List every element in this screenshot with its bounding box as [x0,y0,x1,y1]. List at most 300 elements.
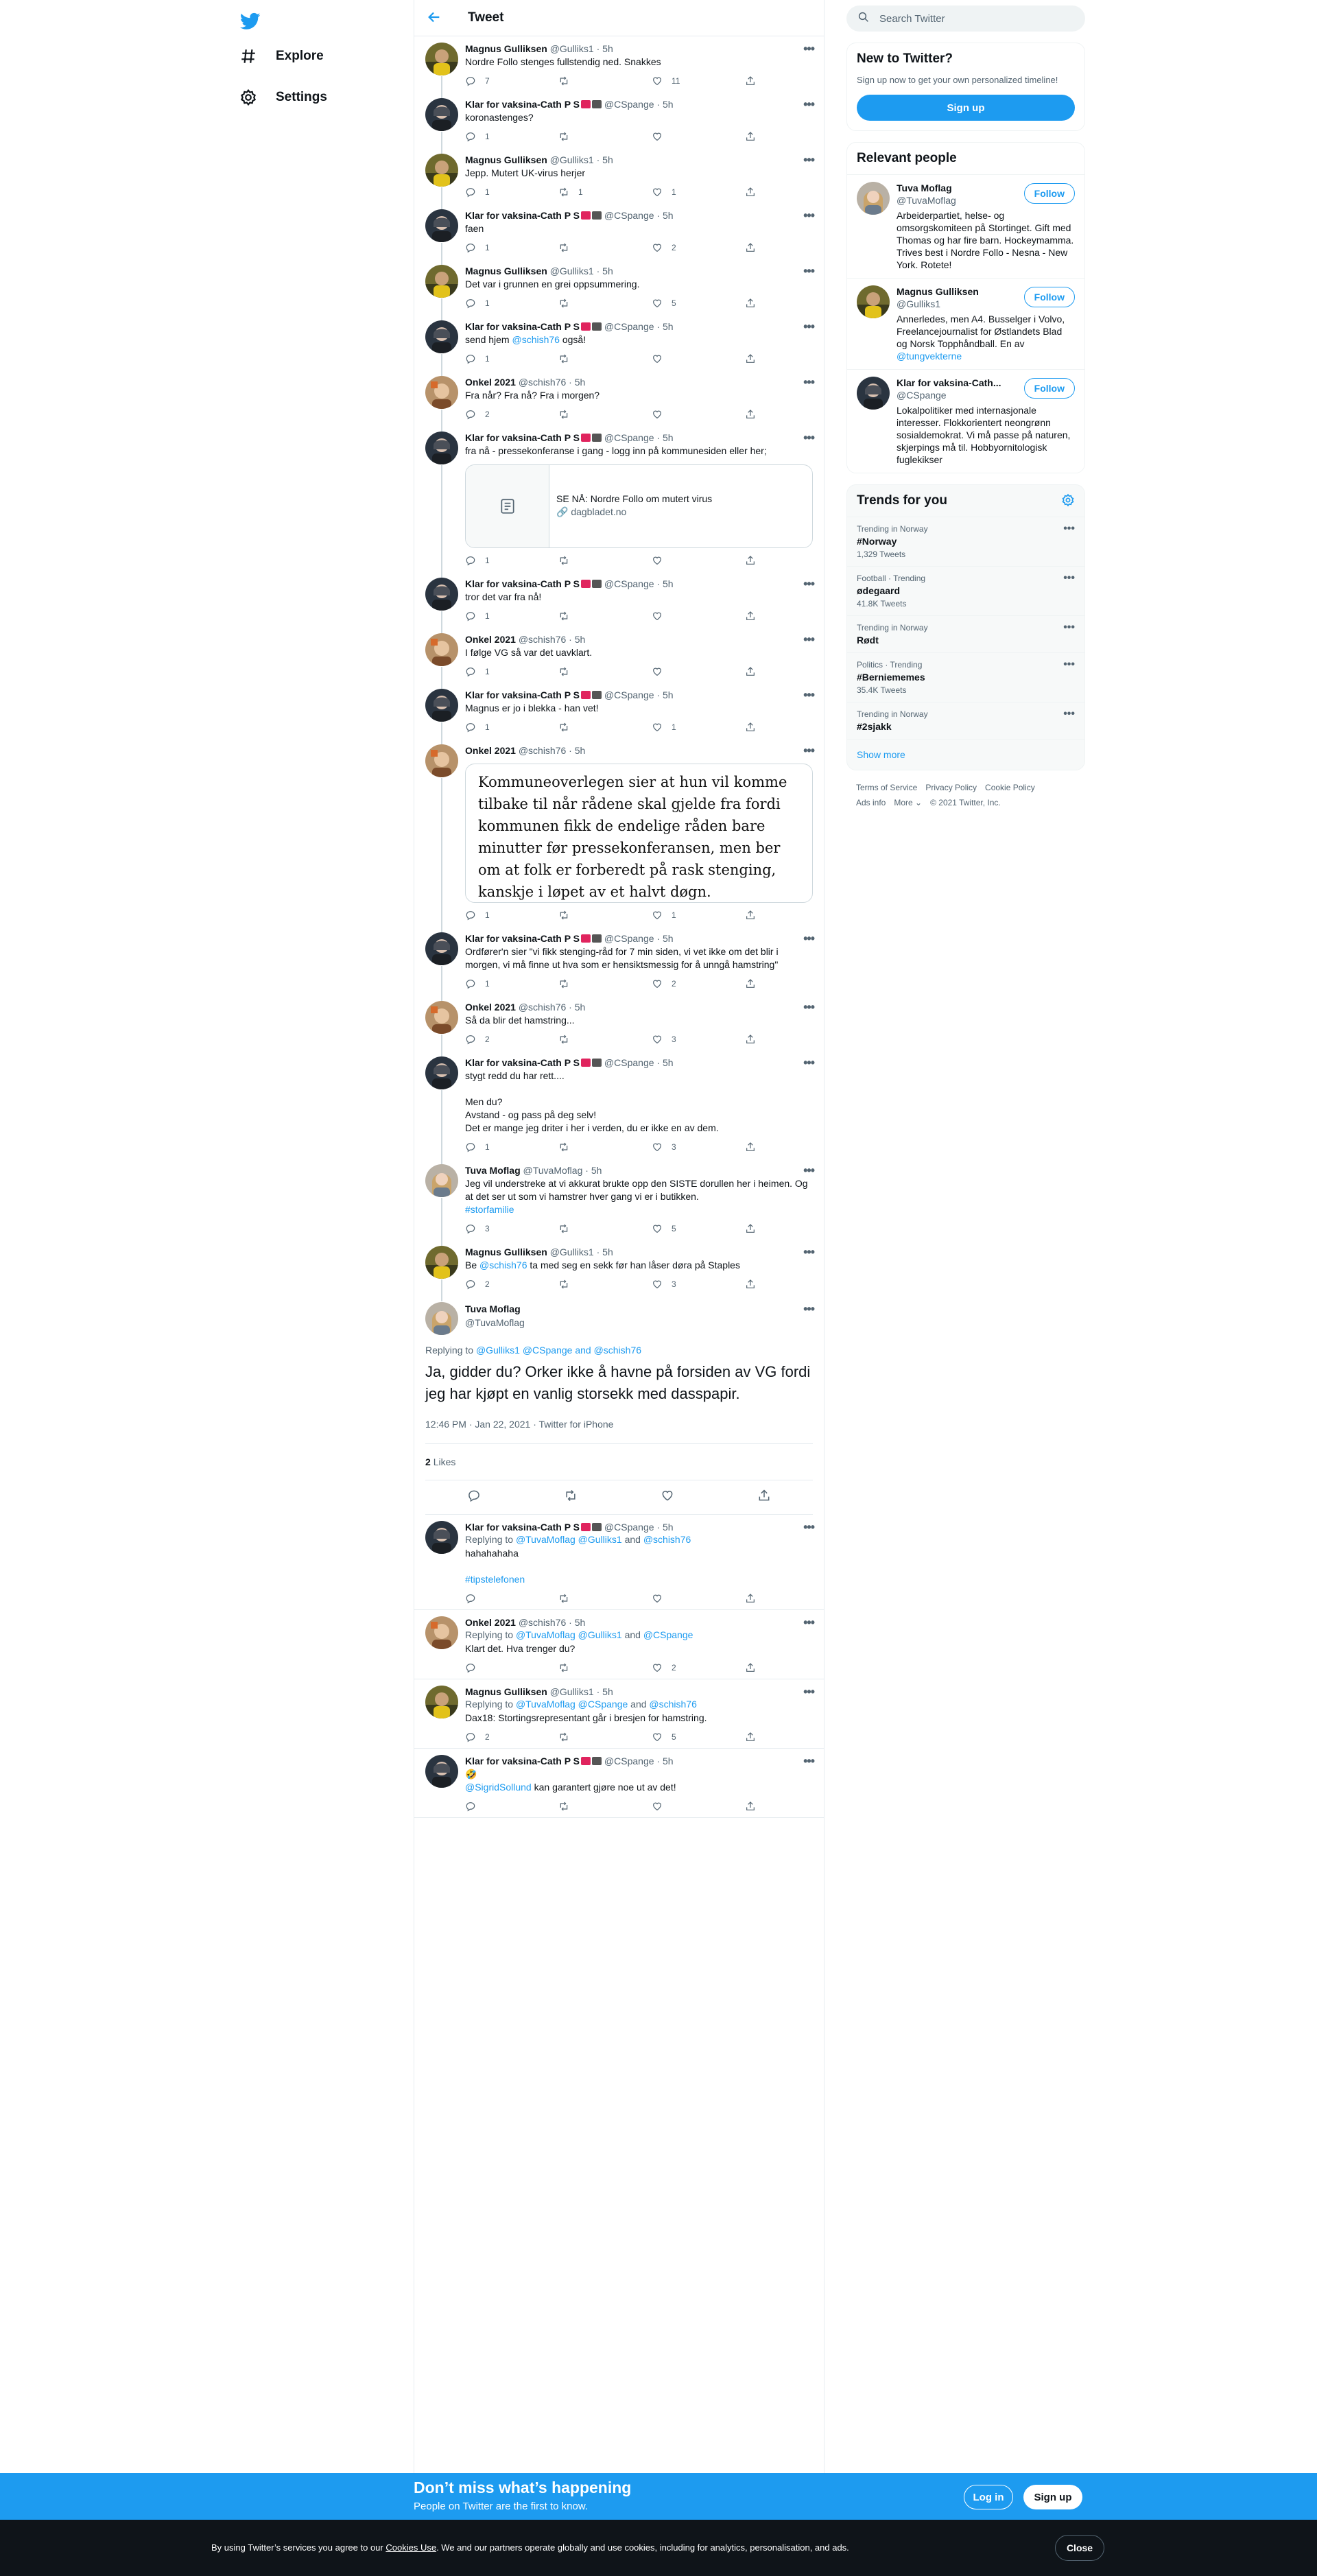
tweet[interactable] [414,259,824,314]
reply-mention-link[interactable]: @schish76 [643,1534,691,1545]
retweet-button[interactable] [558,187,613,198]
more-icon[interactable]: ••• [803,431,814,445]
like-button[interactable] [652,1593,707,1604]
author-handle[interactable]: @Gulliks1 [549,1686,594,1697]
tweet-text [465,1547,813,1586]
tweet[interactable] [414,1515,824,1610]
more-icon[interactable]: ••• [803,42,814,56]
footer-link[interactable]: Cookie Policy [985,783,1035,792]
reply-button[interactable] [465,298,520,309]
tweet[interactable] [414,1050,824,1158]
tweet[interactable] [414,738,824,926]
reply-button[interactable] [465,611,520,622]
syringe-emoji-icon [592,1523,602,1531]
reply-button[interactable] [465,1801,520,1812]
retweet-button[interactable] [558,1662,613,1673]
avatar[interactable] [425,932,458,965]
more-icon[interactable]: ••• [803,744,814,757]
search-box[interactable] [846,5,1085,32]
author-name[interactable]: Tuva Moflag [465,1165,521,1176]
author-name[interactable]: Magnus Gulliksen [465,43,547,54]
relevant-person[interactable] [847,278,1084,369]
tweet-body [465,154,813,203]
more-icon[interactable]: ••• [1063,622,1075,633]
signup-button[interactable]: Sign up [1023,2485,1082,2509]
more-icon[interactable]: ••• [803,375,814,389]
reply-mention-link[interactable]: @Gulliks1 [475,1345,520,1356]
like-button[interactable] [652,555,707,566]
like-button[interactable] [652,242,707,253]
author-handle[interactable]: @TuvaMoflag [465,1317,525,1328]
more-icon[interactable]: ••• [803,1000,814,1014]
tweet-time[interactable]: 5h [602,43,613,54]
author-name[interactable]: Klar for vaksina-Cath P S [465,321,580,332]
share-button[interactable] [745,242,756,253]
avatar[interactable] [425,578,458,611]
share-button[interactable] [745,666,756,677]
reply-button[interactable] [465,75,520,86]
share-button[interactable] [745,409,756,420]
mention-link[interactable]: @SigridSollund [465,1782,532,1793]
tweet-time[interactable]: 5h [574,745,586,756]
reply-button[interactable] [465,1732,520,1742]
more-icon[interactable]: ••• [803,633,814,646]
tweet-text-content: Så da blir det hamstring... [465,1015,575,1026]
avatar[interactable] [857,285,890,318]
more-icon[interactable]: ••• [803,264,814,278]
share-button[interactable] [745,1223,756,1234]
like-button[interactable] [652,1801,707,1812]
retweet-button[interactable] [558,555,613,566]
retweet-button[interactable] [558,1801,613,1812]
footer-link[interactable]: Privacy Policy [925,783,977,792]
reply-button[interactable] [465,131,520,142]
avatar[interactable] [425,1686,458,1718]
relevant-person[interactable] [847,369,1084,473]
share-button[interactable] [745,1801,756,1812]
retweet-button[interactable] [558,1732,613,1742]
author-handle[interactable]: @Gulliks1 [549,1246,594,1257]
trend-item[interactable] [847,566,1084,615]
author-handle[interactable]: @CSpange [604,210,654,221]
tweet-time[interactable]: 5h [662,689,674,700]
hashtag-link[interactable]: #tipstelefonen [465,1574,525,1585]
avatar[interactable] [425,744,458,777]
tweet-text [465,1014,813,1027]
retweet-button[interactable] [558,1593,613,1604]
share-button[interactable] [745,187,756,198]
retweet-button[interactable] [558,1142,613,1153]
author-handle[interactable]: @CSpange [604,1756,654,1766]
avatar[interactable] [425,43,458,75]
share-button[interactable] [745,131,756,142]
author-handle[interactable]: @CSpange [604,933,654,944]
author-name[interactable]: Klar for vaksina-Cath P S [465,689,580,700]
tweet[interactable] [414,571,824,627]
tweet-body [465,578,813,627]
share-button[interactable] [745,1279,756,1290]
author-name[interactable]: Klar for vaksina-Cath P S [465,933,580,944]
follow-button[interactable]: Follow [1024,183,1075,204]
tweet[interactable] [414,1240,824,1295]
retweet-button[interactable] [558,1034,613,1045]
avatar[interactable] [425,1056,458,1089]
reply-button[interactable] [465,353,520,364]
avatar[interactable] [425,209,458,242]
reply-mention-link[interactable]: @CSpange [522,1345,573,1356]
author-name[interactable]: Tuva Moflag [465,1303,521,1314]
avatar[interactable] [857,377,890,410]
share-button[interactable] [745,353,756,364]
follow-button[interactable]: Follow [1024,378,1075,399]
tweet-time[interactable]: 5h [662,578,674,589]
avatar[interactable] [425,432,458,464]
reply-mention-link[interactable]: @CSpange [578,1699,628,1710]
tweet[interactable] [414,627,824,683]
reply-button[interactable] [465,1142,520,1153]
author-name[interactable]: Onkel 2021 [465,1617,516,1628]
tweet-time[interactable]: 5h [602,1686,613,1697]
reply-mention-link[interactable]: @CSpange [643,1629,693,1640]
mention-link[interactable]: @schish76 [479,1260,527,1271]
more-icon[interactable]: ••• [803,153,814,167]
tweet-time[interactable]: 5h [574,1002,586,1013]
retweet-button[interactable] [558,910,613,921]
avatar[interactable] [425,98,458,131]
avatar[interactable] [425,265,458,298]
more-icon[interactable]: ••• [1063,708,1075,720]
author-handle[interactable]: @Gulliks1 [549,265,594,276]
person-handle[interactable]: @Gulliks1 [897,298,941,309]
tweet-time[interactable]: 5h [574,1617,586,1628]
more-icon[interactable]: ••• [803,1685,814,1699]
tweet[interactable] [414,314,824,370]
avatar[interactable] [425,1246,458,1279]
more-icon[interactable]: ••• [803,1616,814,1629]
like-button[interactable] [652,1223,707,1234]
like-button[interactable] [652,1279,707,1290]
link-card[interactable] [465,464,813,548]
author-name[interactable]: Magnus Gulliksen [465,154,547,165]
author-handle[interactable]: @schish76 [518,745,567,756]
tweet[interactable] [414,683,824,738]
retweet-button[interactable] [564,1489,578,1506]
author-handle[interactable]: @CSpange [604,578,654,589]
author-name[interactable]: Klar for vaksina-Cath P S [465,1522,580,1533]
reply-mention-link[interactable]: @Gulliks1 [578,1629,622,1640]
follow-button[interactable]: Follow [1024,287,1075,307]
author-handle[interactable]: @Gulliks1 [549,43,594,54]
reply-button[interactable] [465,1223,520,1234]
tweet-time[interactable]: 5h [662,933,674,944]
tweet-text-content: Jepp. Mutert UK-virus herjer [465,167,586,178]
author-handle[interactable]: @schish76 [518,1617,567,1628]
tweet-text-content: Det var i grunnen en grei oppsummering. [465,279,640,289]
tweet[interactable] [414,147,824,203]
tweet-meta: Klar for vaksina-Cath P S @CSpange · 5h [465,1756,674,1766]
more-icon[interactable]: ••• [1063,523,1075,534]
more-icon[interactable]: ••• [803,209,814,222]
like-button[interactable] [652,1142,707,1153]
show-more-link[interactable]: Show more [847,739,1084,770]
retweet-button[interactable] [558,611,613,622]
author-handle[interactable]: @CSpange [604,1057,654,1068]
share-button[interactable] [745,75,756,86]
author-name[interactable]: Klar for vaksina-Cath P S [465,578,580,589]
more-icon[interactable]: ••• [803,1056,814,1070]
cookies-use-link[interactable]: Cookies Use [385,2542,437,2553]
share-button[interactable] [745,978,756,989]
author-handle[interactable]: @Gulliks1 [549,154,594,165]
like-button[interactable] [652,666,707,677]
avatar[interactable] [425,1001,458,1034]
settings-icon[interactable] [1061,493,1075,511]
reply-mention-link[interactable]: @Gulliks1 [578,1534,622,1545]
like-button[interactable] [652,187,707,198]
trend-item[interactable] [847,652,1084,702]
like-button[interactable] [661,1489,674,1506]
reply-mention-link[interactable]: @TuvaMoflag [515,1629,576,1640]
reply-button[interactable] [465,242,520,253]
avatar[interactable] [425,689,458,722]
retweet-button[interactable] [558,722,613,733]
footer-link[interactable]: © 2021 Twitter, Inc. [930,798,1001,807]
like-button[interactable] [652,611,707,622]
more-icon[interactable]: ••• [803,320,814,333]
avatar[interactable] [425,1302,458,1335]
more-icon[interactable]: ••• [1063,659,1075,670]
more-icon[interactable]: ••• [803,1520,814,1534]
tweet-time[interactable]: 5h [602,154,613,165]
author-handle[interactable]: @schish76 [518,377,567,388]
reply-button[interactable] [465,722,520,733]
author-handle[interactable]: @CSpange [604,689,654,700]
tweet-time[interactable]: 5h [602,265,613,276]
avatar[interactable] [425,633,458,666]
share-button[interactable] [745,1034,756,1045]
author-name[interactable]: Klar for vaksina-Cath P S [465,432,580,443]
footer-link[interactable]: Terms of Service [856,783,918,792]
tweet[interactable] [414,926,824,995]
author-name[interactable]: Klar for vaksina-Cath P S [465,99,580,110]
sidebar-signup-button[interactable]: Sign up [857,95,1075,121]
share-button[interactable] [745,910,756,921]
login-button[interactable]: Log in [964,2485,1013,2509]
tweet[interactable] [414,1158,824,1240]
avatar[interactable] [425,1164,458,1197]
author-handle[interactable]: @CSpange [604,1522,654,1533]
retweet-button[interactable] [558,666,613,677]
more-icon[interactable]: ••• [803,688,814,702]
tweet-time[interactable]: 5h [662,1756,674,1766]
tweet[interactable] [414,36,824,92]
author-handle[interactable]: @CSpange [604,321,654,332]
like-button[interactable] [652,1662,707,1673]
reply-button[interactable] [465,409,520,420]
nav-explore[interactable] [239,47,324,66]
reply-button[interactable] [467,1489,481,1506]
reply-button[interactable] [465,187,520,198]
tweet-text-content: tror det var fra nå! [465,591,542,602]
retweet-button[interactable] [558,1223,613,1234]
like-button[interactable] [652,131,707,142]
author-handle[interactable]: @CSpange [604,432,654,443]
tweet-time[interactable]: 5h [574,377,586,388]
avatar[interactable] [425,1755,458,1788]
footer-link[interactable]: Ads info [856,798,886,807]
reply-button[interactable] [465,1662,520,1673]
reply-count: 1 [485,979,490,989]
author-name[interactable]: Onkel 2021 [465,745,516,756]
avatar[interactable] [857,182,890,215]
tweet-time[interactable]: 5h [662,321,674,332]
tweet-time[interactable]: 5h [574,634,586,645]
person-name[interactable]: Magnus Gulliksen [897,286,979,297]
heart-emoji-icon [581,1757,591,1765]
retweet-button[interactable] [558,131,613,142]
like-button[interactable] [652,75,707,86]
more-icon[interactable]: ••• [803,1245,814,1259]
author-name[interactable]: Onkel 2021 [465,1002,516,1013]
avatar[interactable] [425,320,458,353]
reply-button[interactable] [465,666,520,677]
share-button[interactable] [745,722,756,733]
author-handle[interactable]: @schish76 [518,634,567,645]
trend-context: Trending in Norway [857,524,928,534]
author-name[interactable]: Klar for vaksina-Cath P S [465,210,580,221]
tweet[interactable] [414,92,824,147]
more-icon[interactable]: ••• [1063,572,1075,584]
author-handle[interactable]: @TuvaMoflag [523,1165,583,1176]
more-icon[interactable]: ••• [803,97,814,111]
footer-link[interactable]: More ⌄ [894,798,923,807]
author-name[interactable]: Magnus Gulliksen [465,1246,547,1257]
reply-button[interactable] [465,1279,520,1290]
more-icon[interactable]: ••• [803,577,814,591]
reply-count: 1 [485,354,490,364]
tweet[interactable] [414,1679,824,1749]
author-handle[interactable]: @CSpange [604,99,654,110]
author-name[interactable]: Klar for vaksina-Cath P S [465,1756,580,1766]
tweet-time[interactable]: 5h [662,99,674,110]
author-name[interactable]: Klar for vaksina-Cath P S [465,1057,580,1068]
likes-count[interactable] [425,1444,813,1480]
retweet-button[interactable] [558,1279,613,1290]
reply-count: 1 [485,722,490,732]
retweet-button[interactable] [558,978,613,989]
tweet-time[interactable]: 5h [602,1246,613,1257]
share-button[interactable] [745,1142,756,1153]
cookie-close-button[interactable]: Close [1055,2535,1104,2561]
tweet-time[interactable]: 5h [662,1057,674,1068]
tweet[interactable] [414,370,824,425]
retweet-button[interactable] [558,298,613,309]
reply-mention-link[interactable]: @TuvaMoflag [515,1534,576,1545]
share-button[interactable] [745,1732,756,1742]
nav-settings[interactable] [239,88,327,107]
reply-button[interactable] [465,978,520,989]
avatar[interactable] [425,1521,458,1554]
trend-item[interactable] [847,517,1084,566]
mention-link[interactable]: @schish76 [512,334,560,345]
tweet-time[interactable]: 5h [591,1165,602,1176]
person-handle[interactable]: @CSpange [897,390,947,401]
trend-item[interactable] [847,615,1084,652]
tweet[interactable] [414,995,824,1050]
like-button[interactable] [652,910,707,921]
reply-mention-link[interactable]: @schish76 [649,1699,697,1710]
tweet[interactable] [414,425,824,571]
share-button[interactable] [745,555,756,566]
author-handle[interactable]: @schish76 [518,1002,567,1013]
reply-mention-link[interactable]: @TuvaMoflag [515,1699,576,1710]
tweet[interactable] [414,203,824,259]
avatar[interactable] [425,1616,458,1649]
like-button[interactable] [652,1732,707,1742]
bio-mention-link[interactable]: @tungvekterne [897,351,962,362]
author-name[interactable]: Onkel 2021 [465,634,516,645]
share-button[interactable] [745,611,756,622]
author-name[interactable]: Magnus Gulliksen [465,1686,547,1697]
person-name[interactable]: Klar for vaksina-Cath... [897,377,1001,388]
reply-mention-link[interactable]: @schish76 [593,1345,642,1356]
trend-item[interactable] [847,702,1084,739]
like-button[interactable] [652,353,707,364]
reply-button[interactable] [465,1034,520,1045]
retweet-button[interactable] [558,242,613,253]
like-button[interactable] [652,1034,707,1045]
like-button[interactable] [652,409,707,420]
avatar[interactable] [425,376,458,409]
tweet-timestamp[interactable]: 12:46 PM · Jan 22, 2021 · Twitter for iPhone [425,1419,813,1444]
like-button[interactable] [652,722,707,733]
like-button[interactable] [652,978,707,989]
back-arrow-icon[interactable] [427,10,443,26]
share-button[interactable] [745,1593,756,1604]
retweet-button[interactable] [558,409,613,420]
author-name[interactable]: Onkel 2021 [465,377,516,388]
tweet-time[interactable]: 5h [662,432,674,443]
person-handle[interactable]: @TuvaMoflag [897,195,956,206]
author-name[interactable]: Magnus Gulliksen [465,265,547,276]
more-icon[interactable]: ••• [803,1754,814,1768]
quoted-image[interactable]: Kommuneoverlegen sier at hun vil komme tilbake til når rådene skal gjelde fra fordi kommunen fikk de endelige råden bare minutter før pressekonferansen, men ber om at folk er forberedt på rask stenging, kanskje i løpet av et halvt døgn. [465,764,813,903]
relevant-person[interactable] [847,174,1084,278]
tweet[interactable] [414,1749,824,1818]
twitter-logo-icon[interactable] [239,11,262,32]
share-button[interactable] [745,1662,756,1673]
like-button[interactable] [652,298,707,309]
more-icon[interactable]: ••• [803,932,814,945]
retweet-button[interactable] [558,353,613,364]
search-input[interactable]: Search Twitter [879,12,945,25]
reply-button[interactable] [465,555,520,566]
more-icon[interactable]: ••• [803,1163,814,1177]
tweet-time[interactable]: 5h [662,1522,674,1533]
tweet[interactable] [414,1610,824,1679]
person-name[interactable]: Tuva Moflag [897,182,952,193]
trend-context: Trending in Norway [857,623,928,633]
more-icon[interactable]: ••• [803,1302,814,1316]
reply-button[interactable] [465,1593,520,1604]
reply-button[interactable] [465,910,520,921]
avatar[interactable] [425,154,458,187]
share-button[interactable] [757,1489,771,1506]
retweet-button[interactable] [558,75,613,86]
tweet-time[interactable]: 5h [662,210,674,221]
hashtag-link[interactable]: #storfamilie [465,1204,514,1215]
share-button[interactable] [745,298,756,309]
